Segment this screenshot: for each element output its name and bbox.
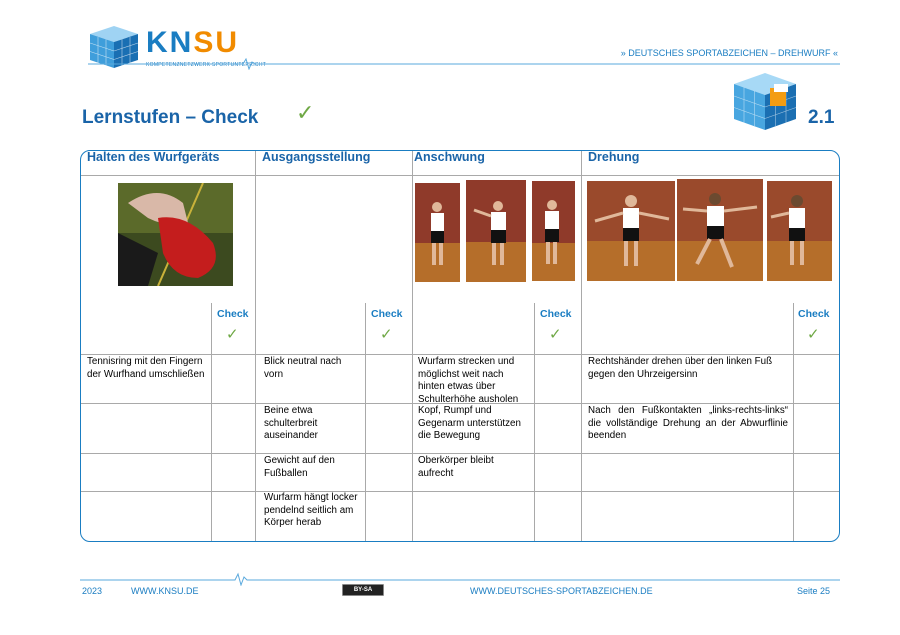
photo-anschwung-3 [532,181,575,281]
cell-ausgang-4: Wurfarm hängt locker pendelnd seitlich am Körper herab [264,492,358,528]
header-divider [88,58,840,70]
photo-anschwung-1 [415,183,460,282]
photo-anschwung-2 [466,180,526,282]
cell-halten-1: Tennisring mit den Fingern der Wurfhand umschließen [87,356,205,380]
cell-ausgang-3: Gewicht auf den Fußballen [264,455,335,479]
cell-drehung-2: Nach den Fußkontakten „links-rechts-links“ die vollständige Drehung an der Abwurflinie beenden [588,405,788,441]
cell-anschwung-1: Wurfarm strecken und möglichst weit nach hinten etwas über Schulterhöhe ausholen [418,356,519,405]
column-heading-ausgangsstellung: Ausgangsstellung [262,150,371,164]
cell-anschwung-3: Oberkörper bleibt aufrecht [418,455,494,479]
check-label-3: Check [540,308,572,320]
footer-link-knsu[interactable]: WWW.KNSU.DE [131,586,199,596]
checkmark-icon: ✓ [807,326,820,343]
cell-ausgang-2: Beine etwa schulterbreit auseinander [264,405,318,441]
brand-name: KNSU [146,26,240,59]
page-number: Seite 25 [797,586,831,596]
cell-anschwung-2: Kopf, Rumpf und Gegenarm unterstützen die Bewegung [418,405,521,441]
column-heading-drehung: Drehung [588,150,640,164]
photo-drehung-3 [767,181,832,281]
photo-drehung-1 [587,181,675,281]
check-label-4: Check [798,308,830,320]
checkmark-icon: ✓ [380,326,393,343]
cc-license-badge [342,584,384,596]
license-label: BY-SA [353,587,373,593]
check-label-1: Check [217,308,249,320]
footer-link-sportabzeichen[interactable]: WWW.DEUTSCHES-SPORTABZEICHEN.DE [470,586,653,596]
cube-graphic-icon [730,70,800,132]
footer-year: 2023 [82,586,103,596]
brand-subtitle: KOMPETENZNETZWERK SPORTUNTERRICHT [146,62,267,68]
cell-drehung-1: Rechtshänder drehen über den linken Fuß gegen den Uhrzeigersinn [588,356,773,380]
checkmark-icon: ✓ [549,326,562,343]
cell-ausgang-1: Blick neutral nach vorn [264,356,342,380]
checkmark-icon: ✓ [296,100,315,125]
column-heading-halten: Halten des Wurfgeräts [87,150,220,164]
photo-hand-grip [118,183,233,286]
footer-divider [80,572,840,586]
check-label-2: Check [371,308,403,320]
checkmark-icon: ✓ [226,326,239,343]
page-title: Lernstufen – Check [82,107,259,128]
section-number: 2.1 [808,107,835,128]
photo-drehung-2 [677,179,763,281]
breadcrumb: » DEUTSCHES SPORTABZEICHEN – DREHWURF « [620,48,838,58]
column-heading-anschwung: Anschwung [414,150,485,164]
